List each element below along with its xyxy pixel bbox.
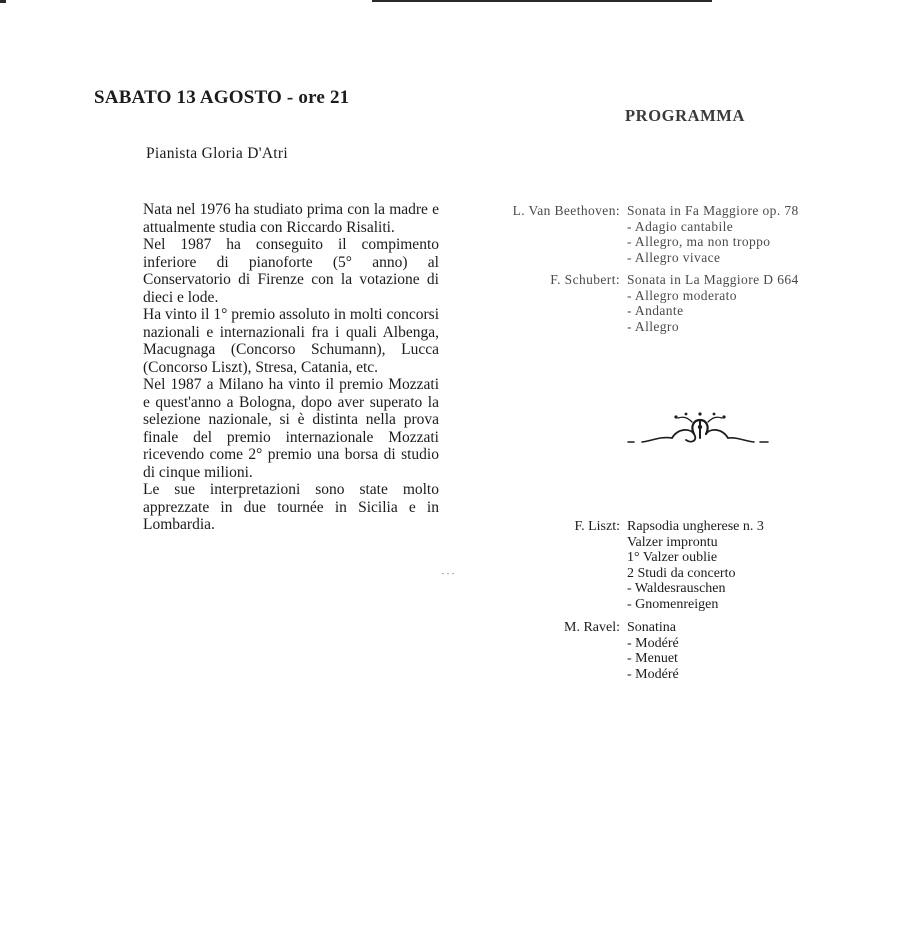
movement: - Gnomenreigen bbox=[627, 596, 719, 612]
performer-name: Pianista Gloria D'Atri bbox=[146, 145, 288, 162]
movement: - Allegro moderato bbox=[627, 287, 737, 303]
bio-paragraph: Nel 1987 ha conseguito il compimento inferiore di pianoforte (5° anno) al Conservatorio di Firenze con la votazione di dieci e lode. bbox=[143, 236, 439, 306]
piece-list bbox=[627, 272, 799, 334]
movement: - Andante bbox=[627, 303, 684, 318]
bio-paragraph: Ha vinto il 1° premio assoluto in molti concorsi nazionali e internazionali fra i quali Albenga, Macugnaga (Concorso Schumann), Lucca (Concorso Liszt), Stresa, Catania, etc. bbox=[143, 306, 439, 376]
piece-title: Rapsodia ungherese n. 3 bbox=[627, 519, 764, 534]
concert-date-heading: SABATO 13 AGOSTO - ore 21 bbox=[94, 87, 350, 108]
piece-list bbox=[627, 620, 679, 682]
programme-entry-ravel bbox=[430, 620, 679, 682]
piece-title: Sonatina bbox=[627, 620, 676, 635]
movement: - Waldesrauschen bbox=[627, 581, 726, 596]
movement: - Modéré bbox=[627, 666, 679, 682]
piece-title: Sonata in La Maggiore D 664 bbox=[627, 272, 799, 287]
movement: - Allegro bbox=[627, 318, 679, 334]
piece-list bbox=[627, 203, 799, 265]
piece-title: Sonata in Fa Maggiore op. 78 bbox=[627, 203, 799, 218]
bio-paragraph: Nel 1987 a Milano ha vinto il premio Mozzati e quest'anno a Bologna, dopo aver superato la selezione nazionale, si è distinta nella prova finale del premio internazionale Mozzati ricevendo come 2° premio una borsa di studio di cinque milioni. bbox=[143, 376, 439, 481]
piece-title: Valzer improntu bbox=[627, 534, 718, 550]
movement: - Allegro, ma non troppo bbox=[627, 234, 771, 249]
programme-entry-liszt bbox=[430, 519, 764, 612]
performer-biography bbox=[143, 201, 439, 534]
corner-mark bbox=[0, 0, 6, 3]
composer-name: M. Ravel: bbox=[564, 620, 620, 635]
composer-name: F. Schubert: bbox=[550, 272, 620, 287]
movement: - Menuet bbox=[627, 651, 678, 666]
piece-list bbox=[627, 519, 764, 612]
top-edge-rule bbox=[372, 0, 712, 2]
composer-name: F. Liszt: bbox=[574, 519, 620, 534]
movement: - Allegro vivace bbox=[627, 249, 721, 265]
movement: - Adagio cantabile bbox=[627, 218, 734, 234]
bio-paragraph: Le sue interpretazioni sono state molto apprezzate in due tournée in Sicilia e in Lombardia. bbox=[143, 481, 439, 533]
programme-entry-schubert bbox=[430, 272, 799, 334]
bio-paragraph: Nata nel 1976 ha studiato prima con la madre e attualmente studia con Riccardo Risaliti. bbox=[143, 201, 439, 236]
programme-title: PROGRAMMA bbox=[625, 106, 745, 125]
movement: - Modéré bbox=[627, 635, 679, 651]
programme-entry-beethoven bbox=[430, 203, 799, 265]
piece-title: 2 Studi da concerto bbox=[627, 565, 736, 581]
ornament-flourish-icon bbox=[620, 410, 780, 446]
composer-name: L. Van Beethoven: bbox=[512, 203, 620, 218]
piece-title: 1° Valzer oublie bbox=[627, 550, 718, 565]
